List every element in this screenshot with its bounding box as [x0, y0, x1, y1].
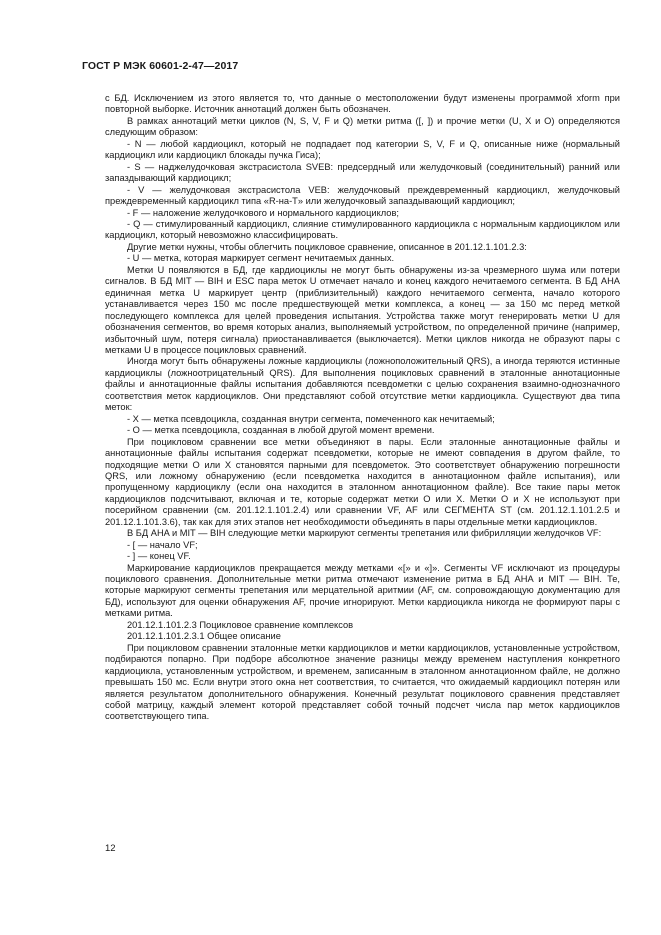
list-item: - O — метка псевдоцикла, созданная в любой другой момент времени. [127, 425, 435, 436]
list-item: - Q — стимулированный кардиоцикл, слияние стимулированного кардиоцикла с нормальным кардиоциклом или кардиоцикл, который невозможно классифицировать. [105, 218, 620, 241]
document-body [105, 93, 620, 723]
list-item: - X — метка псевдоцикла, созданная внутри сегмента, помеченного как нечитаемый; [127, 413, 495, 424]
list-item: - V — желудочковая экстрасистола VEB: желудочковый преждевременный кардиоцикл, желудочковый преждевременный кардиоцикл типа «R-на-T» или желудочковый запаздывающий кардиоцикл; [105, 184, 620, 207]
paragraph: При поцикловом сравнении все метки объединяют в пары. Если эталонные аннотационные файлы и аннотационные файлы испытания содержат псевдометки, которые не имеют совпадения в другом файле, то подходящие метки O или X становятся парными для псевдометок. Это соответствует обнаружению погрешности QRS, или ложному обнаружению (если псевдометка находится в аннотационном файле испытания), или пропущенному кардиоциклу (если она находится в эталонном аннотационном файле). Все такие пары меток кардиоциклов подсчитывают, включая и те, которые содержат метки O или X. Метки O и X не используют при посерийном сравнении (см. 201.12.1.101.2.4) или сравнении VF, AF или СЕГМЕНТА ST (см. 201.12.1.101.2.5 и 201.12.1.101.3.6), так как для этих этапов нет необходимости объединять в пары отдельные метки кардиоциклов. [105, 436, 620, 527]
list-item: - ] — конец VF. [127, 551, 191, 562]
list-item: - U — метка, которая маркирует сегмент нечитаемых данных. [127, 253, 395, 264]
paragraph: В БД AHA и MIT — BIH следующие метки маркируют сегменты трепетания или фибрилляции желудочков VF: [127, 528, 602, 539]
section-heading: 201.12.1.101.2.3 Поцикловое сравнение комплексов [127, 619, 354, 630]
paragraph: При поцикловом сравнении эталонные метки кардиоциклов и метки кардиоциклов, установленные устройством, подбираются попарно. При подборе абсолютное значение разницы между временем наступления конкретного кардиоцикла, установленным устройством, и временем, записанным в эталонном аннотационном файле, не должно превышать 150 мс. Если внутри этого окна нет соответствия, то считается, что ожидаемый кардиоцикл потерян или является результатом дополнительного обнаружения. Конечный результат поциклового сравнения представляет собой матрицу, каждый элемент которой представляет собой точный подсчет числа пар меток кардиоциклов соответствующего типа. [105, 642, 620, 722]
paragraph: В рамках аннотаций метки циклов (N, S, V, F и Q) метки ритма ([, ]) и прочие метки (U, X и O) определяются следующим образом: [105, 115, 620, 138]
paragraph: Маркирование кардиоциклов прекращается между метками «[» и «]». Сегменты VF исключают из процедуры поциклового сравнения. Дополнительные метки ритма отмечают изменение ритма в БД AHA и MIT — BIH. Те, которые маркируют сегменты трепетания или мерцательной аритмии (AF, см. сопровождающую документацию для БД), используют для оценки обнаружения AF, прочие игнорируют. Метки кардиоцикла никогда не формируют пары с метками ритма. [105, 562, 620, 619]
list-item: - [ — начало VF; [127, 539, 198, 550]
document-header: ГОСТ Р МЭК 60601-2-47—2017 [82, 60, 239, 72]
paragraph: Иногда могут быть обнаружены ложные кардиоциклы (ложноположительный QRS), а иногда теряются истинные кардиоциклы (ложноотрицательный QRS). Для выполнения поцикловых сравнений в эталонные аннотационные файлы и аннотационные файлы испытания добавляются псевдометки с целью сохранения взаимно-однозначного соответствия меток кардиоциклов. Они представляют собой отсутствие метки кардиоцикла. Существуют два типа меток: [105, 356, 620, 413]
subsection-heading: 201.12.1.101.2.3.1 Общее описание [127, 631, 281, 642]
page-number: 12 [105, 843, 116, 854]
list-item: - F — наложение желудочкового и нормального кардиоциклов; [127, 207, 399, 218]
paragraph: Другие метки нужны, чтобы облегчить поцикловое сравнение, описанное в 201.12.1.101.2.3: [127, 241, 527, 252]
paragraph: с БД. Исключением из этого является то, что данные о местоположении будут изменены программой xform при повторной выборке. Источник аннотаций должен быть обозначен. [105, 93, 620, 115]
paragraph: Метки U появляются в БД, где кардиоциклы не могут быть обнаружены из-за чрезмерного шума или потери сигналов. В БД MIT — BIH и ESC пара меток U отмечает начало и конец каждого нечитаемого сегмента. В БД AHA единичная метка U маркирует центр (приблизительный) каждого нечитаемого сегмента, начало которого устанавливается через 150 мс после предшествующей метки комплекса, а конец — за 150 мс перед меткой последующего комплекса для целей проведения испытания. Устройства также могут генерировать метки U для обозначения сегментов, во время которых анализ, выполняемый устройством, по определенной причине (например, избыточный шум, потеря сигнала) приостанавливается (выключается). Метки циклов никогда не образуют пары с метками U в процессе поцикловых сравнений. [105, 264, 620, 355]
list-item: - S — наджелудочковая экстрасистола SVEB: предсердный или желудочковый (соединительный) ранний или запаздывающий кардиоцикл; [105, 161, 620, 184]
list-item: - N — любой кардиоцикл, который не подпадает под категории S, V, F и Q, описанные ниже (нормальный кардиоцикл или кардиоцикл блокады пучка Гиса); [105, 138, 620, 161]
